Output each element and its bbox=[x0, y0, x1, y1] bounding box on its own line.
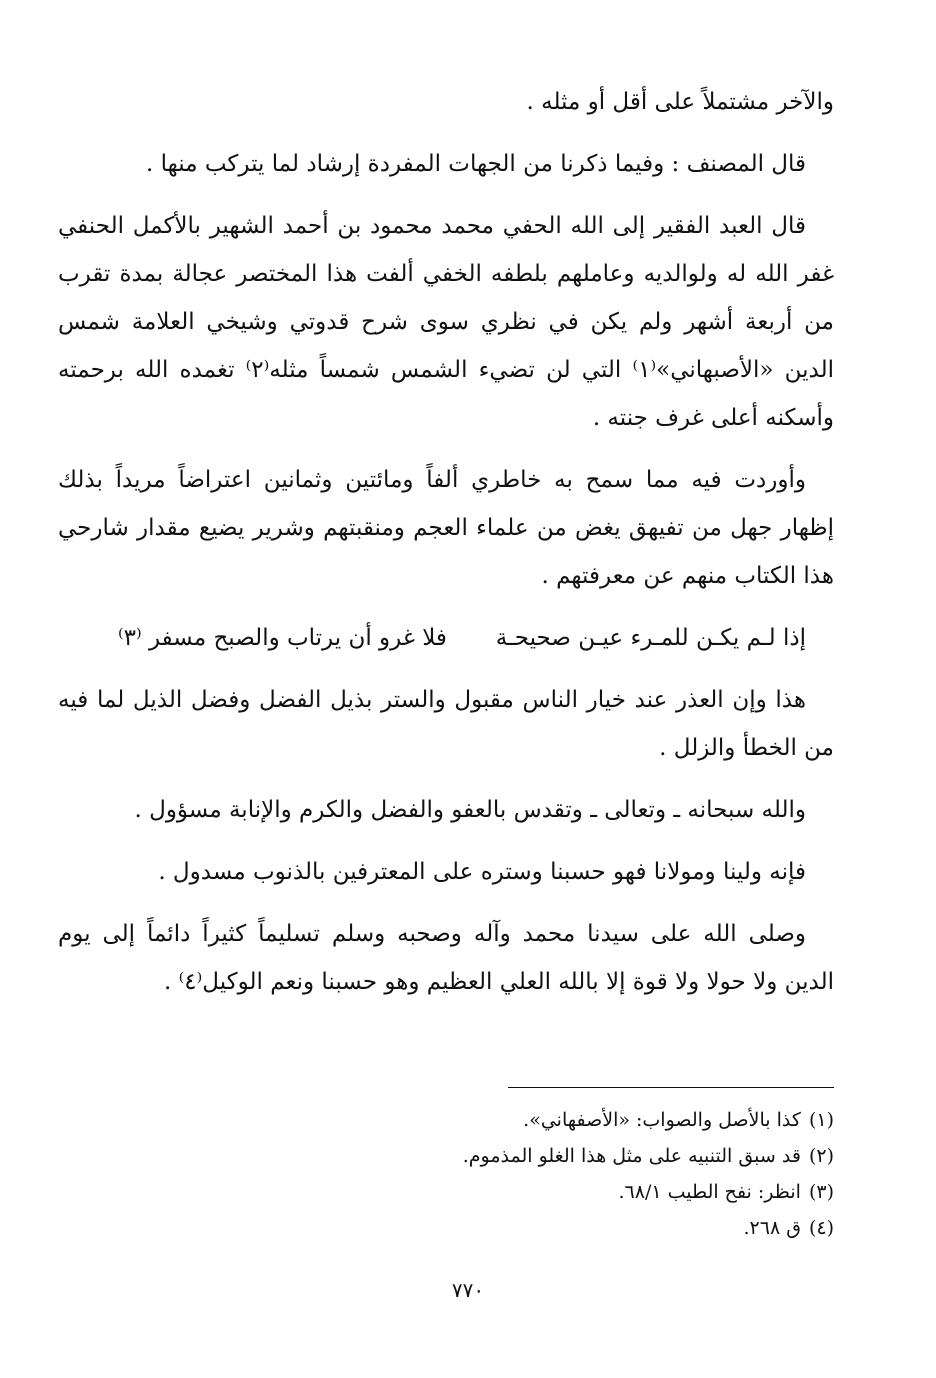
footnote-separator bbox=[508, 1087, 834, 1088]
footnote-number: (١) bbox=[808, 1109, 834, 1131]
footnotes bbox=[134, 1102, 834, 1246]
footnote-number: (٤) bbox=[808, 1217, 834, 1239]
footnote-text: قد سبق التنبيه على مثل هذا الغلو المذموم. bbox=[462, 1145, 801, 1167]
paragraph-3: قال العبد الفقير إلى الله الحفي محمد محمود بن أحمد الشهير بالأكمل الحنفي غفر الله له ولوالديه وعاملهم بلطفه الخفي ألفت هذا المختصر عجالة بمدة تقرب من أربعة أشهر ولم يكن في نظري سوى شرح قدوتي وشيخي العلامة شمس الدين «الأصبهاني»⁽١⁾ التي لن تضيء الشمس شمساً مثله⁽٢⁾ تغمده الله برحمته وأسكنه أعلى غرف جنته . bbox=[58, 213, 834, 431]
paragraph-8: وصلى الله على سيدنا محمد وآله وصحبه وسلم تسليماً كثيراً دائماً إلى يوم الدين ولا حولا ولا قوة إلا بالله العلي العظيم وهو حسبنا ونعم الوكيل⁽٤⁾ . bbox=[58, 921, 834, 995]
poetry-verse bbox=[58, 614, 834, 662]
footnote-text: كذا بالأصل والصواب: «الأصفهاني». bbox=[523, 1109, 801, 1131]
paragraph-6: والله سبحانه ـ وتعالى ـ وتقدس بالعفو والفضل والكرم والإنابة مسؤول . bbox=[134, 797, 806, 823]
paragraph-1: والآخر مشتملاً على أقل أو مثله . bbox=[526, 89, 834, 115]
footnote-text: ق ٢٦٨. bbox=[743, 1217, 801, 1239]
paragraph-7: فإنه ولينا ومولانا فهو حسبنا وستره على المعترفين بالذنوب مسدول . bbox=[158, 859, 806, 885]
page-body bbox=[58, 78, 834, 1020]
verse-first-hemistich: إذا لـم يكـن للمـرء عيـن صحيحـة bbox=[495, 625, 806, 651]
verse-second-hemistich: فلا غرو أن يرتاب والصبح مسفر ⁽٣⁾ bbox=[118, 625, 447, 651]
paragraph-2: قال المصنف : وفيما ذكرنا من الجهات المفردة إرشاد لما يتركب منها . bbox=[146, 151, 806, 177]
page-number: ٧٧٠ bbox=[451, 1278, 485, 1302]
footnote-2 bbox=[134, 1138, 834, 1174]
footnote-1 bbox=[134, 1102, 834, 1138]
footnote-text: انظر: نفح الطيب ٦٨/١. bbox=[618, 1181, 801, 1203]
footnote-number: (٢) bbox=[808, 1145, 834, 1167]
paragraph-4: وأوردت فيه مما سمح به خاطري ألفاً ومائتين وثمانين اعتراضاً مريداً بذلك إظهار جهل من تفيهق يغض من علماء العجم ومنقبتهم وشرير يضيع مقدار شارحي هذا الكتاب منهم عن معرفتهم . bbox=[58, 467, 834, 589]
paragraph-5: هذا وإن العذر عند خيار الناس مقبول والستر بذيل الفضل وفضل الذيل لما فيه من الخطأ والزلل . bbox=[58, 687, 834, 761]
footnote-4 bbox=[134, 1210, 834, 1246]
footnote-number: (٣) bbox=[808, 1181, 834, 1203]
footnote-3 bbox=[134, 1174, 834, 1210]
